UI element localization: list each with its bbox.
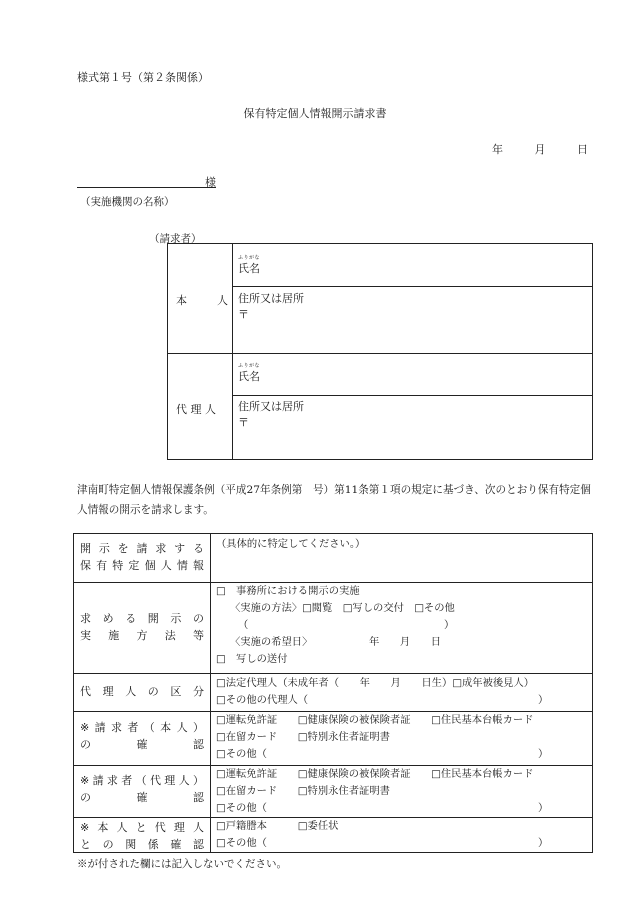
- row-agent-type-label-line-1: 代 理 人 の 区 分: [80, 685, 204, 698]
- self-id-options-2[interactable]: □在留カード □特別永住者証明書: [216, 731, 390, 743]
- method-option-office[interactable]: □ 事務所における開示の実施: [216, 585, 360, 597]
- row-info-instruction: （具体的に特定してください。）: [216, 538, 366, 550]
- row-info-content[interactable]: [216, 536, 365, 553]
- row-info-label: [74, 540, 210, 574]
- self-name-field[interactable]: 氏名: [238, 262, 260, 275]
- declaration-text: 津南町特定個人情報保護条例（平成27年条例第 号）第11条第１項の規定に基づき、次のとおり保有特定個人情報の開示を請求します。: [77, 484, 591, 516]
- self-furigana: ふりがな: [238, 255, 261, 261]
- agent-type-other-close: ）: [538, 694, 549, 706]
- row-self-id-label-line-1: ※ 請 求 者 （ 本 人 ）: [80, 721, 204, 734]
- date-line: [0, 141, 588, 157]
- requester-box: [167, 243, 593, 460]
- method-preferred-date[interactable]: 〈実施の希望日〉 年 月 日: [230, 636, 442, 648]
- addressee-suffix: 様: [205, 176, 216, 189]
- row-agent-id-label-line-1: ※ 請 求 者 （ 代 理 人 ）: [80, 774, 204, 787]
- date-day: 日: [577, 143, 588, 156]
- agent-id-other-open: □その他（: [216, 802, 267, 814]
- form-title: 保有特定個人情報開示請求書: [243, 107, 387, 120]
- self-id-other-close: ）: [538, 748, 549, 760]
- agent-label: 代 理 人: [176, 403, 216, 416]
- row-relation-content[interactable]: [216, 818, 586, 852]
- method-other-paren[interactable]: [216, 617, 586, 634]
- row-info-label-line-2: 保 有 特 定 個 人 情 報: [80, 559, 204, 572]
- agent-type-other[interactable]: [216, 692, 586, 709]
- row-method-content[interactable]: [216, 583, 586, 668]
- date-month: 月: [534, 143, 546, 156]
- self-id-other-open: □その他（: [216, 748, 267, 760]
- agent-address-field[interactable]: 住所又は居所: [238, 400, 304, 413]
- method-option-mail[interactable]: □ 写しの送付: [216, 653, 288, 665]
- self-label-char-1: 本: [176, 294, 187, 307]
- row-agent-id-label: [74, 772, 210, 806]
- row-self-id-label: [74, 719, 210, 753]
- method-option-kind[interactable]: 〈実施の方法〉□閲覧 □写しの交付 □その他: [230, 602, 455, 614]
- agent-id-options-2[interactable]: □在留カード □特別永住者証明書: [216, 785, 390, 797]
- row-agent-type-label: [74, 683, 210, 700]
- agent-furigana: ふりがな: [238, 363, 261, 369]
- agent-id-options-1[interactable]: □運転免許証 □健康保険の被保険者証 □住民基本台帳カード: [216, 768, 534, 780]
- relation-other-close: ）: [538, 837, 549, 849]
- row-method-label: [74, 610, 210, 644]
- date-year: 年: [492, 143, 503, 156]
- row-agent-id-label-line-2: の 確 認: [80, 791, 204, 804]
- addressee-blank-line[interactable]: [77, 176, 216, 188]
- relation-other-open: □その他（: [216, 837, 267, 849]
- agent-id-other-close: ）: [538, 802, 549, 814]
- row-self-id-label-line-2: の 確 認: [80, 738, 204, 751]
- row-relation-label-line-1: ※ 本 人 と 代 理 人: [80, 821, 204, 834]
- agent-postal-mark: 〒: [238, 416, 249, 429]
- main-table: [73, 533, 593, 853]
- self-postal-mark: 〒: [238, 308, 249, 321]
- row-relation-label: [74, 819, 210, 853]
- agent-type-legal[interactable]: □法定代理人（未成年者（ 年 月 日生）□成年被後見人）: [216, 677, 535, 689]
- agent-name-field[interactable]: 氏名: [238, 370, 260, 383]
- requester-section-label: （請求者）: [149, 233, 202, 245]
- row-method-label-line-2: 実 施 方 法 等: [80, 629, 204, 642]
- relation-other[interactable]: [216, 835, 586, 852]
- form-number: 様式第１号（第２条関係）: [77, 71, 209, 84]
- agent-id-other[interactable]: [216, 800, 586, 817]
- self-address-field[interactable]: 住所又は居所: [238, 292, 304, 305]
- row-relation-label-line-2: と の 関 係 確 認: [80, 838, 204, 851]
- row-method-label-line-1: 求 め る 開 示 の: [80, 612, 204, 625]
- footnote: ※が付された欄には記入しないでください。: [77, 858, 287, 870]
- method-other-open: （: [238, 619, 249, 631]
- self-label-char-2: 人: [217, 294, 228, 307]
- addressee-note: （実施機関の名称）: [80, 196, 175, 208]
- method-other-close: ）: [444, 619, 455, 631]
- self-id-other[interactable]: [216, 746, 586, 763]
- self-id-options-1[interactable]: □運転免許証 □健康保険の被保険者証 □住民基本台帳カード: [216, 714, 534, 726]
- agent-type-other-open: □その他の代理人（: [216, 694, 309, 706]
- row-info-label-line-1: 開 示 を 請 求 す る: [80, 542, 204, 555]
- row-agent-id-content[interactable]: [216, 766, 586, 817]
- relation-options-1[interactable]: □戸籍謄本 □委任状: [216, 820, 339, 832]
- row-agent-type-content[interactable]: [216, 675, 586, 709]
- row-self-id-content[interactable]: [216, 712, 586, 763]
